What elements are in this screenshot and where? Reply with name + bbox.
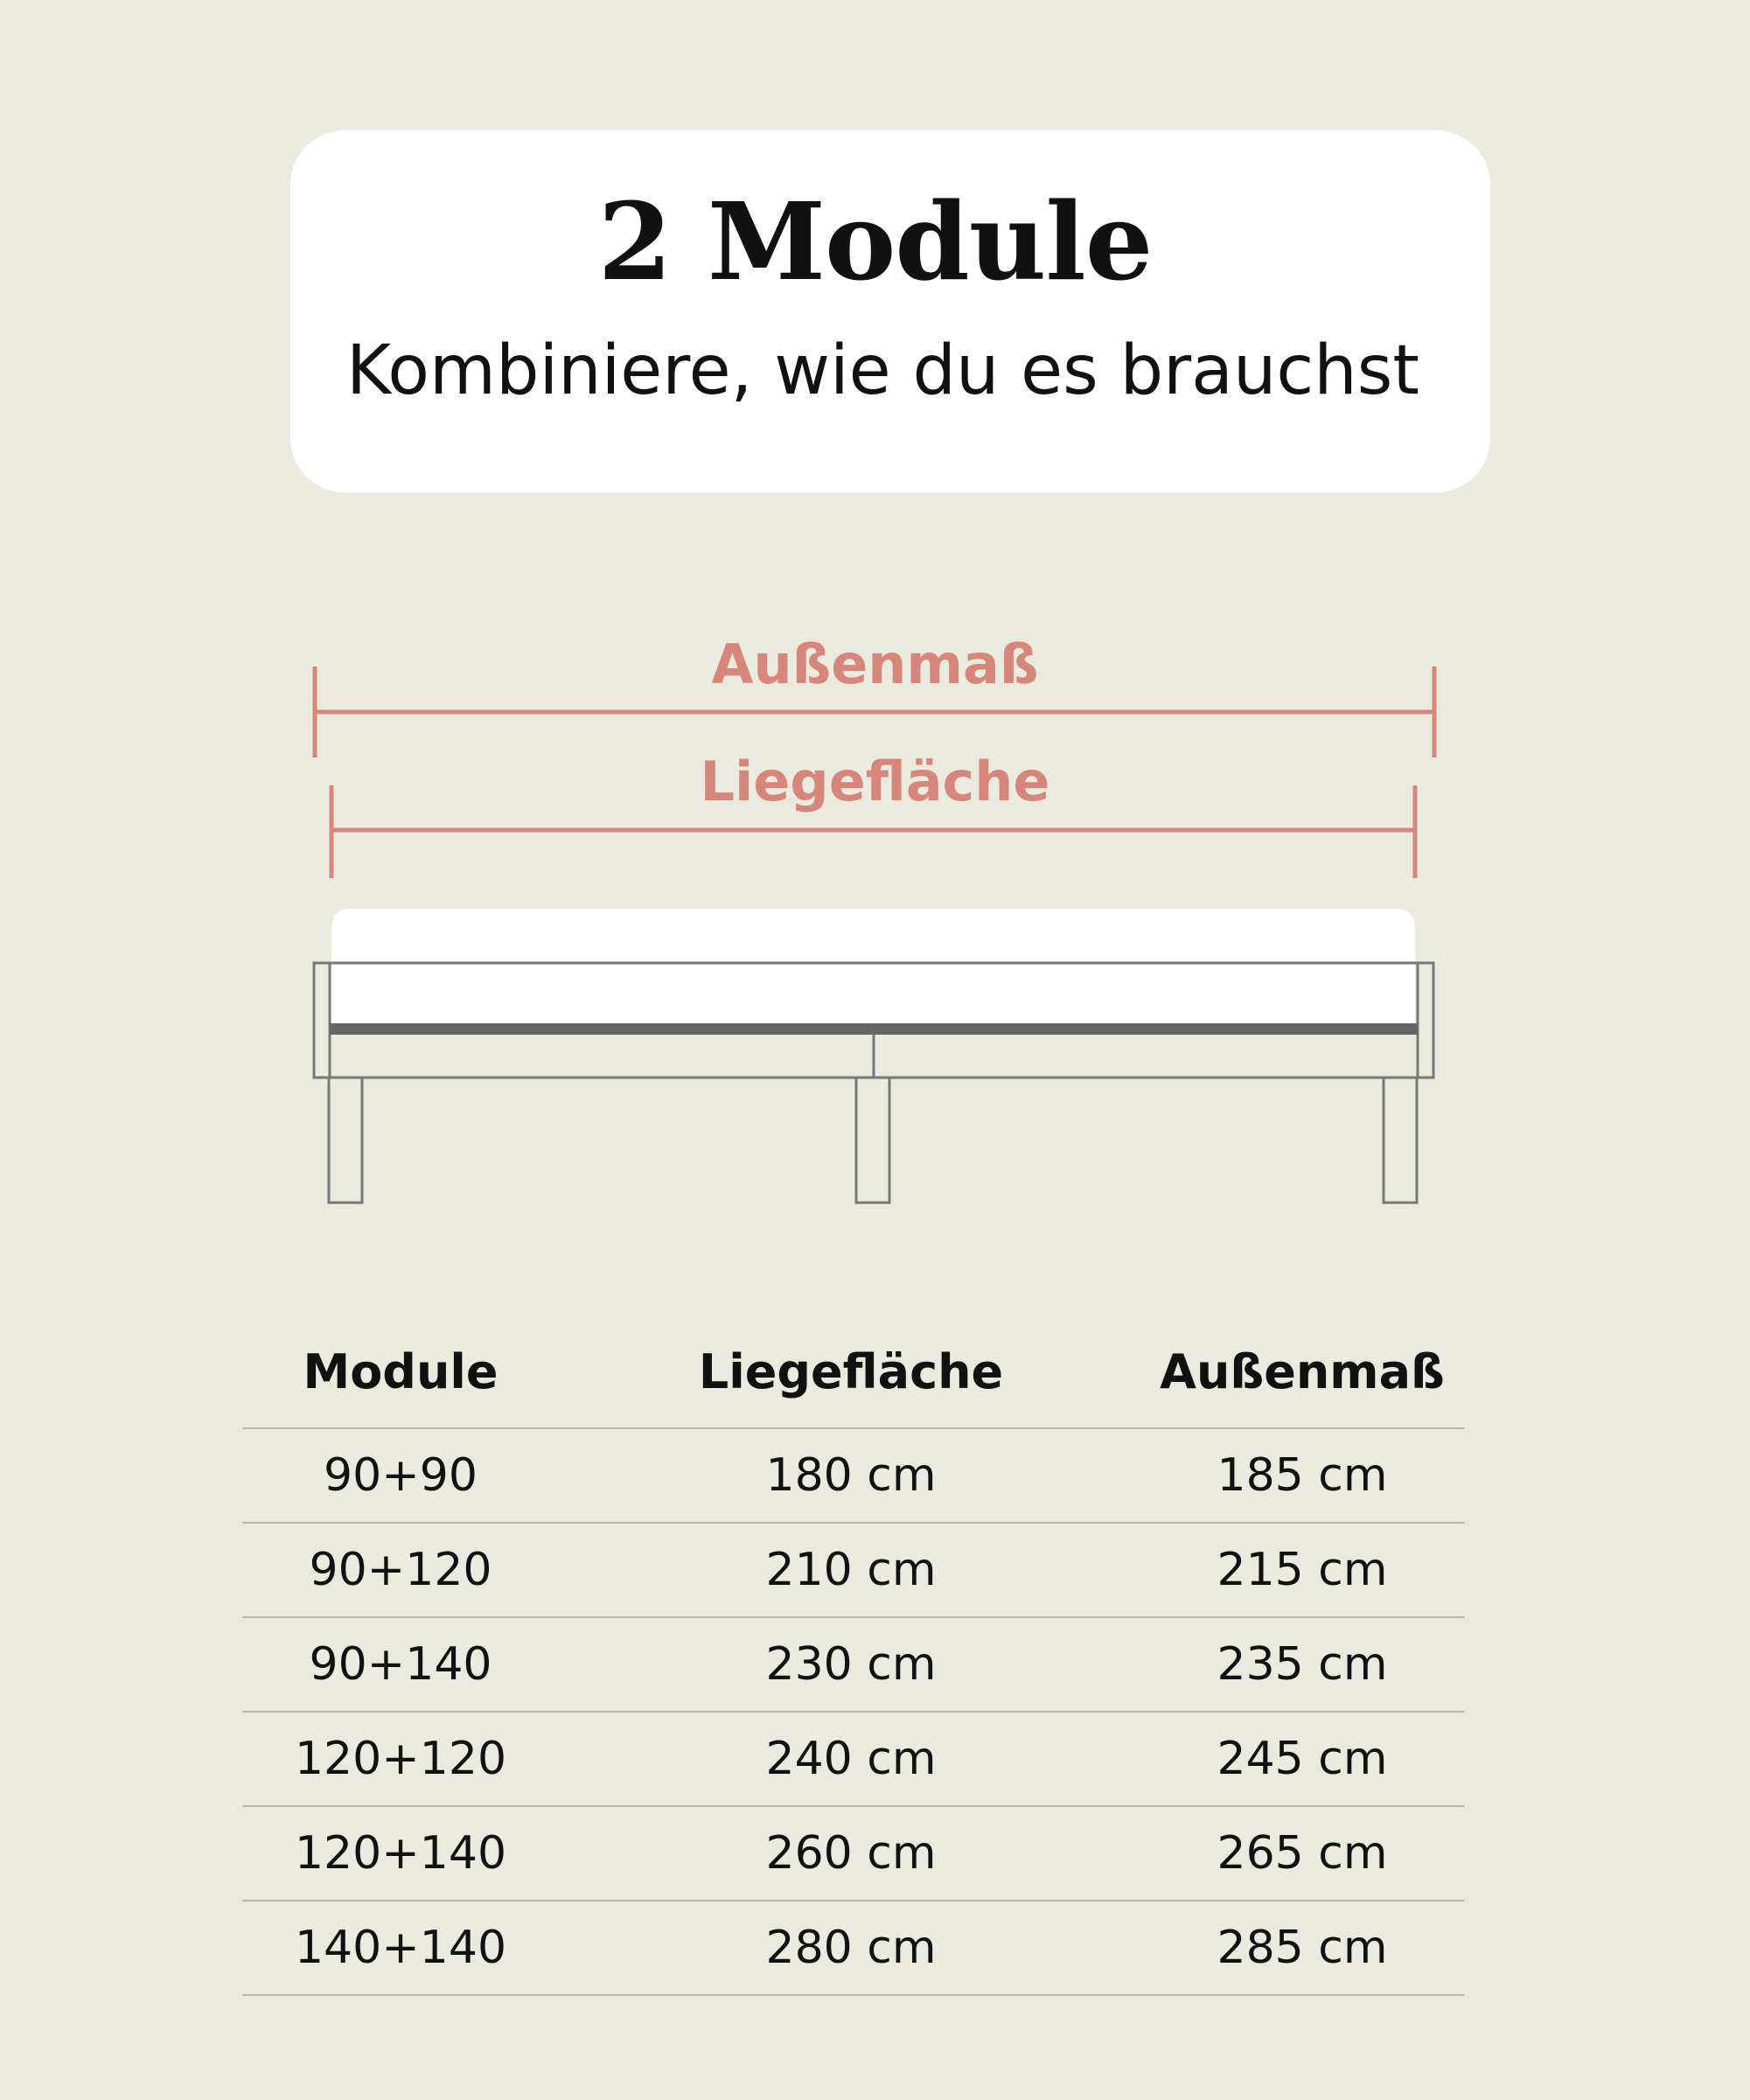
table-row xyxy=(242,1524,1465,1618)
page-subtitle: Kombiniere, wie du es brauchst xyxy=(346,331,1419,410)
cell-liegeflaeche: 210 cm xyxy=(765,1544,937,1596)
cell-aussenmass: 185 cm xyxy=(1217,1449,1388,1502)
cell-aussenmass: 245 cm xyxy=(1217,1733,1388,1785)
table-header-row xyxy=(242,1317,1465,1429)
cell-aussenmass: 265 cm xyxy=(1217,1827,1388,1880)
table-row xyxy=(242,1429,1465,1524)
header-liegeflaeche: Liegefläche xyxy=(698,1344,1004,1399)
cell-liegeflaeche: 280 cm xyxy=(765,1922,937,1974)
header-module: Module xyxy=(303,1344,499,1399)
table-row xyxy=(242,1618,1465,1713)
slat-bar xyxy=(330,1023,1418,1035)
size-table xyxy=(242,1317,1465,1996)
cell-module: 90+120 xyxy=(309,1544,492,1596)
mattress xyxy=(331,909,1415,1029)
outer-dimension-label: Außenmaß xyxy=(711,632,1039,696)
cell-module: 120+140 xyxy=(294,1827,507,1880)
cell-liegeflaeche: 230 cm xyxy=(765,1638,937,1691)
leg-right xyxy=(1384,1078,1417,1203)
cell-module: 140+140 xyxy=(294,1922,507,1974)
cell-module: 90+90 xyxy=(324,1449,478,1502)
cell-aussenmass: 285 cm xyxy=(1217,1922,1388,1974)
cell-liegeflaeche: 260 cm xyxy=(765,1827,937,1880)
table-row xyxy=(242,1713,1465,1807)
table-row xyxy=(242,1901,1465,1996)
cell-aussenmass: 235 cm xyxy=(1217,1638,1388,1691)
cell-liegeflaeche: 180 cm xyxy=(765,1449,937,1502)
leg-middle xyxy=(856,1078,889,1203)
cell-module: 90+140 xyxy=(309,1638,492,1691)
cell-aussenmass: 215 cm xyxy=(1217,1544,1388,1596)
page-title: 2 Module xyxy=(597,178,1153,304)
leg-left xyxy=(329,1078,362,1203)
table-row xyxy=(242,1807,1465,1901)
cell-module: 120+120 xyxy=(294,1733,507,1785)
inner-dimension-label: Liegefläche xyxy=(700,750,1050,813)
cell-liegeflaeche: 240 cm xyxy=(765,1733,937,1785)
header-aussenmass: Außenmaß xyxy=(1160,1344,1445,1399)
